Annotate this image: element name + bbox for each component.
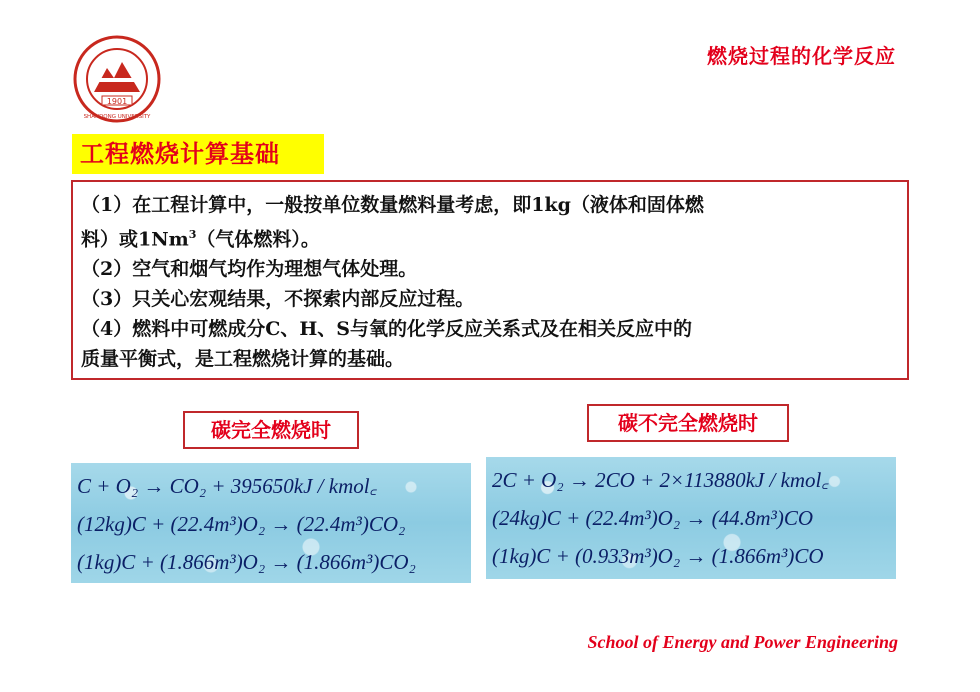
point-2: （2）空气和烟气均作为理想气体处理。 (81, 258, 418, 281)
equation-incomplete-2: (24kg)C + (22.4m³)O₂ → (44.8m³)CO (492, 506, 814, 530)
university-logo (72, 34, 162, 124)
point-4: （4）燃料中可燃成分C、H、S与氧的化学反应关系式及在相关反应中的 (81, 318, 693, 341)
logo-text: SHANDONG UNIVERSITY (83, 114, 151, 120)
equations-complete-panel (71, 463, 471, 583)
equation-incomplete-3: (1kg)C + (0.933m³)O₂ → (1.866m³)CO (492, 544, 824, 568)
point-4-continued: 质量平衡式，是工程燃烧计算的基础。 (81, 348, 405, 371)
equation-complete-1: C + O₂ → CO₂ + 395650kJ / kmol꜀ (77, 474, 377, 498)
point-1-continued (81, 220, 897, 254)
label-incomplete-combustion: 碳不完全燃烧时 (587, 404, 789, 442)
label-complete-combustion: 碳完全燃烧时 (183, 411, 359, 449)
point-1-cont-sup: 3 (188, 228, 197, 241)
points-box (71, 180, 909, 380)
equation-complete-3: (1kg)C + (1.866m³)O₂ → (1.866m³)CO₂ (77, 550, 416, 574)
section-title: 工程燃烧计算基础 (72, 134, 324, 174)
logo-year: 1901 (106, 97, 128, 106)
equations-incomplete-panel (486, 457, 896, 579)
point-1: （1）在工程计算中，一般按单位数量燃料量考虑，即1kg（液体和固体燃 (81, 194, 704, 216)
point-1-cont-a: 料）或1Nm (81, 228, 189, 251)
equation-complete-2: (12kg)C + (22.4m³)O₂ → (22.4m³)CO₂ (77, 512, 406, 536)
school-footer: School of Energy and Power Engineering (587, 632, 898, 652)
equation-incomplete-1: 2C + O₂ → 2CO + 2×113880kJ / kmol꜀ (492, 468, 829, 492)
point-1-cont-b: （气体燃料）。 (196, 228, 320, 251)
page-header-title: 燃烧过程的化学反应 (707, 44, 896, 68)
point-3: （3）只关心宏观结果，不探索内部反应过程。 (81, 288, 475, 311)
